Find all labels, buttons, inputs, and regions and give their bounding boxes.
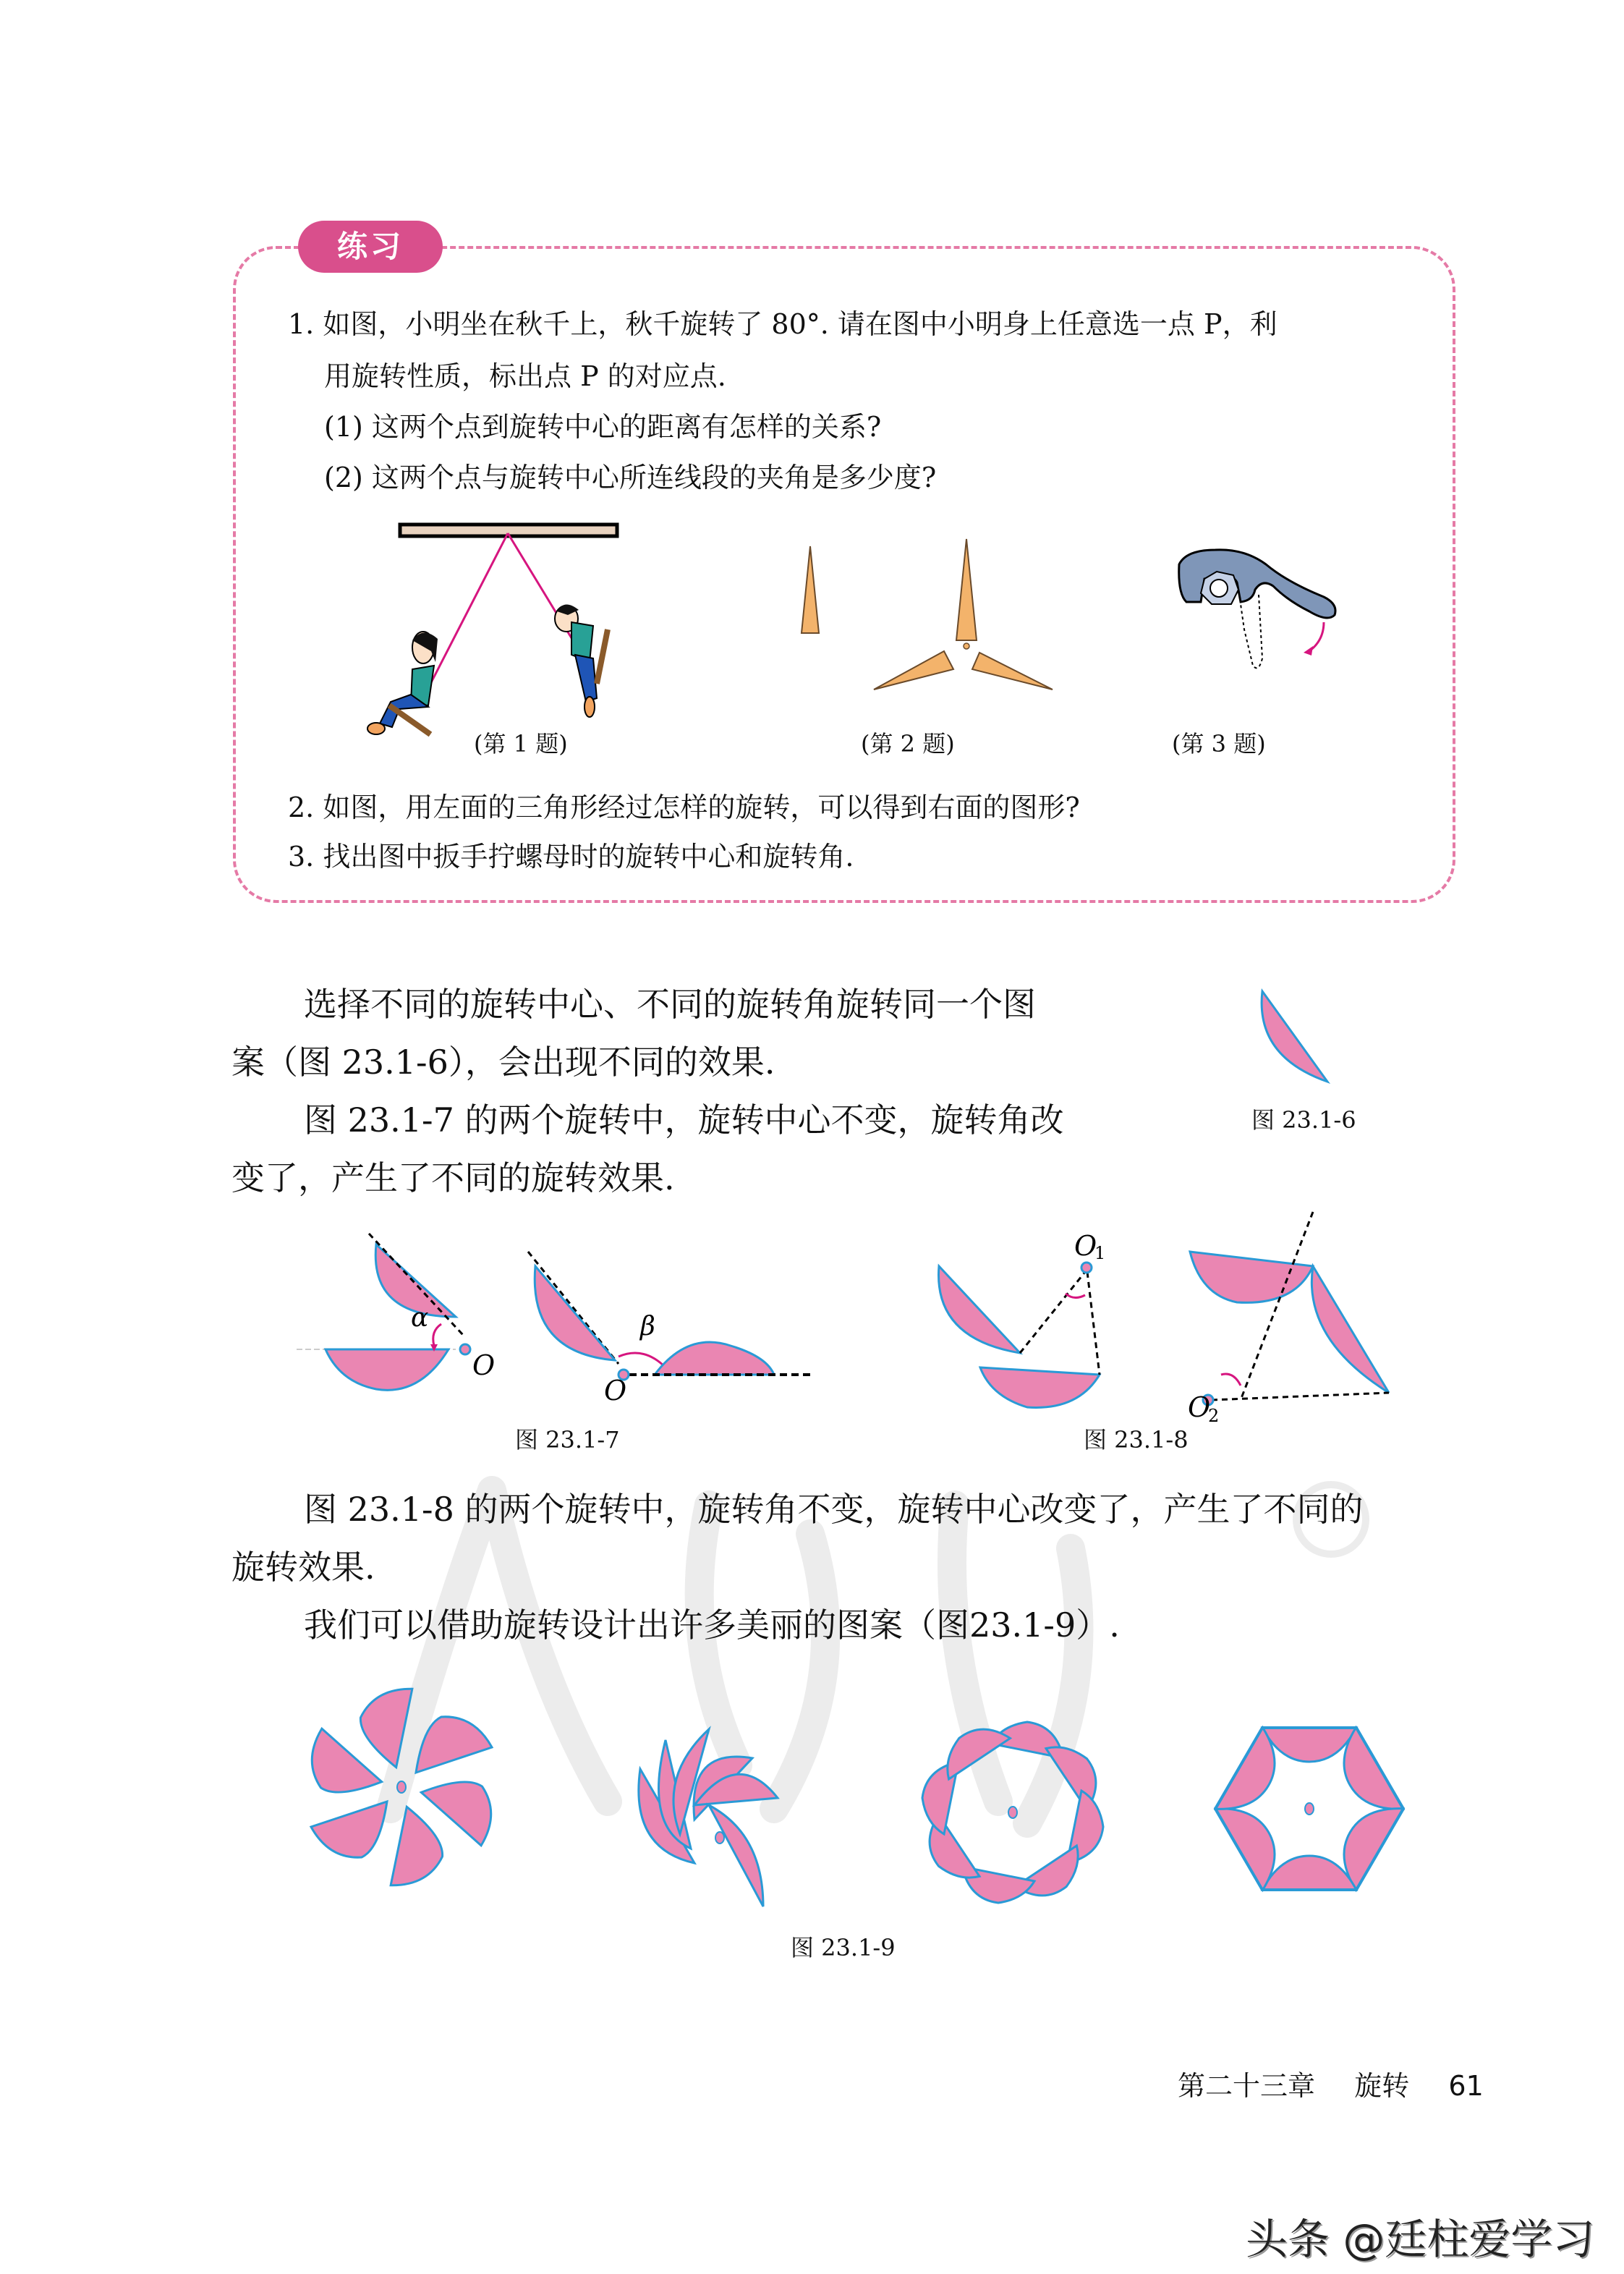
svg-text:O: O bbox=[1074, 1230, 1097, 1262]
credit-watermark: 头条 @廷柱爱学习 bbox=[1246, 2215, 1595, 2264]
pattern-fan bbox=[593, 1704, 810, 1914]
figure-23-1-8-caption: 图 23.1-8 bbox=[1084, 1426, 1189, 1454]
wrench-figure bbox=[1172, 543, 1360, 687]
svg-text:O: O bbox=[604, 1375, 627, 1407]
svg-text:O: O bbox=[472, 1349, 496, 1381]
figure-23-1-6-caption: 图 23.1-6 bbox=[1251, 1106, 1356, 1134]
exercise-q2: 2. 如图，用左面的三角形经过怎样的旋转，可以得到右面的图形? bbox=[288, 792, 1080, 823]
svg-text:α: α bbox=[411, 1303, 429, 1333]
para3-line1: 图 23.1-8 的两个旋转中，旋转角不变，旋转中心改变了，产生了不同的 bbox=[304, 1490, 1364, 1529]
pattern-pinwheel bbox=[286, 1668, 517, 1906]
exercise-q1-line2: 用旋转性质，标出点 P 的对应点. bbox=[324, 360, 726, 392]
para4: 我们可以借助旋转设计出许多美丽的图案（图23.1-9）. bbox=[304, 1605, 1120, 1645]
swing-figure bbox=[340, 517, 644, 734]
figure-23-1-7 bbox=[297, 1230, 817, 1407]
svg-text:β: β bbox=[640, 1312, 655, 1341]
figure-q1-caption: (第 1 题) bbox=[474, 730, 568, 758]
svg-text:2: 2 bbox=[1208, 1406, 1220, 1426]
figure-23-1-8 bbox=[919, 1223, 1425, 1426]
svg-text:1: 1 bbox=[1094, 1243, 1106, 1263]
para1-line1: 选择不同的旋转中心、不同的旋转角旋转同一个图 bbox=[304, 985, 1036, 1024]
para1-line2: 案（图 23.1-6），会出现不同的效果. bbox=[231, 1043, 775, 1082]
figure-q3-caption: (第 3 题) bbox=[1172, 730, 1266, 758]
exercise-badge: 练习 bbox=[298, 221, 443, 273]
figure-23-1-7-caption: 图 23.1-7 bbox=[515, 1426, 620, 1454]
figure-23-1-6 bbox=[1255, 988, 1342, 1089]
figure-23-1-9-caption: 图 23.1-9 bbox=[791, 1934, 896, 1961]
footer-chapter: 第二十三章 bbox=[1178, 2070, 1316, 2102]
para2-line2: 变了，产生了不同的旋转效果. bbox=[231, 1158, 675, 1197]
exercise-q3: 3. 找出图中扳手拧螺母时的旋转中心和旋转角. bbox=[288, 841, 854, 873]
exercise-q1-sub2: (2) 这两个点与旋转中心所连线段的夹角是多少度? bbox=[324, 462, 937, 493]
pattern-ring bbox=[904, 1704, 1121, 1921]
page-number: 61 bbox=[1448, 2070, 1484, 2102]
figure-q2-caption: (第 2 题) bbox=[861, 730, 955, 758]
para3-line2: 旋转效果. bbox=[231, 1548, 375, 1587]
exercise-q1-line1: 1. 如图，小明坐在秋千上，秋千旋转了 80°. 请在图中小明身上任意选一点 P，利 bbox=[288, 308, 1277, 340]
svg-text:O: O bbox=[1188, 1391, 1211, 1423]
footer-section: 旋转 bbox=[1354, 2070, 1410, 2102]
pattern-hexagon bbox=[1208, 1715, 1411, 1903]
para2-line1: 图 23.1-7 的两个旋转中，旋转中心不变，旋转角改 bbox=[304, 1100, 1064, 1140]
exercise-q1-sub1: (1) 这两个点到旋转中心的距离有怎样的关系? bbox=[324, 411, 882, 443]
page-footer bbox=[1178, 2063, 1484, 2103]
triangles-figure bbox=[796, 539, 1071, 698]
